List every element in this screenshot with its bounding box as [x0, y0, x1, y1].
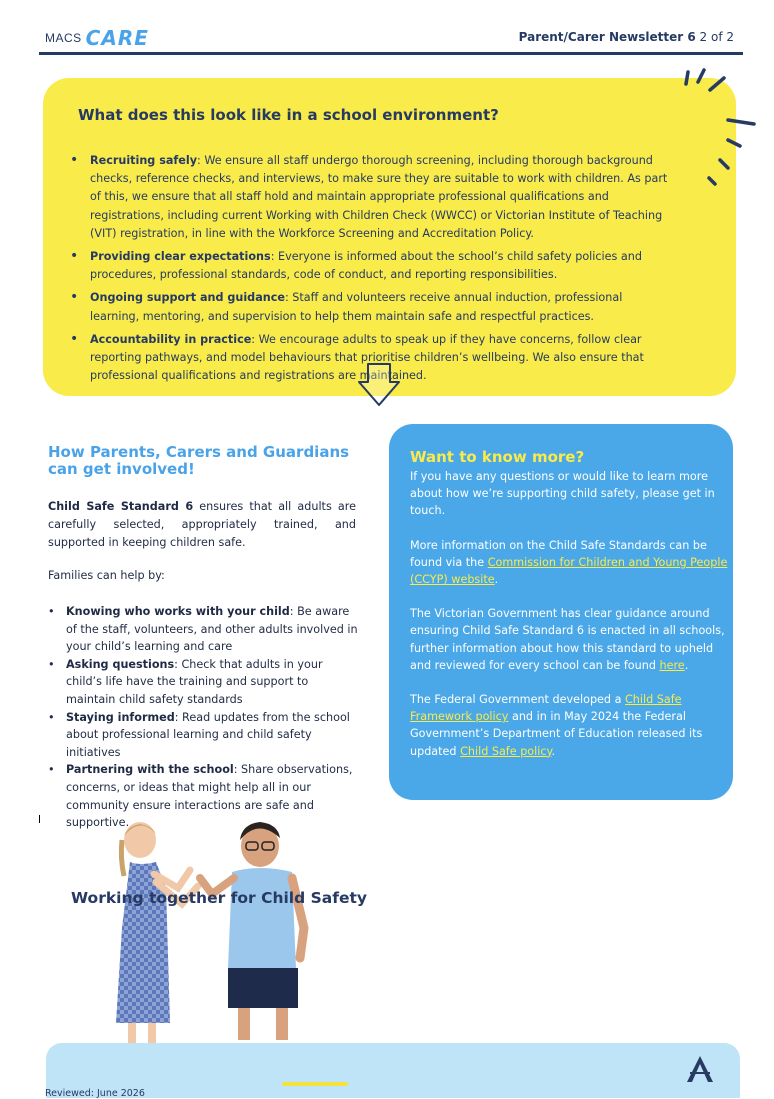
page-info: 2 of 2 [695, 30, 734, 44]
list-item: • Accountability in practice: We encourage adults to speak up if they have concerns, follow clear reporting pathways, and model behaviours that prioritise children’s wellbeing. We also ensure that professional qualifications and registrations are maintained. [70, 331, 670, 386]
header-divider [39, 52, 743, 55]
child-safe-framework-link[interactable]: Child Safe Framework policy [410, 693, 682, 724]
victorian-government-paragraph: The Victorian Government has clear guidance around ensuring Child Safe Standard 6 is enacted in all schools, further information about how this standard to upheld and reviewed for every school can be found here. [410, 607, 725, 672]
ccyp-website-link[interactable]: Commission for Children and Young People (CCYP) website [410, 555, 728, 587]
list-item: • Knowing who works with your child: Be aware of the staff, volunteers, and other adults involved in your child’s learning and care [48, 603, 358, 656]
list-item: • Staying informed: Read updates from the school about professional learning and child safety initiatives [48, 709, 358, 762]
list-item: • Ongoing support and guidance: Staff and volunteers receive annual induction, professional learning, mentoring, and supervision to help them maintain safe and respectful practices. [70, 289, 670, 325]
want-to-know-more-title: Want to know more? [410, 448, 585, 466]
reviewed-date: Reviewed: June 2026 [45, 1088, 145, 1099]
contact-paragraph: If you have any questions or would like to learn more about how we’re supporting child safety, please get in touch. [410, 470, 715, 518]
newsletter-name: Parent/Carer Newsletter 6 [518, 30, 696, 44]
logo-macs-text: MACS [45, 31, 82, 45]
text-cursor [39, 815, 40, 823]
footer-accent-line [282, 1082, 348, 1086]
want-to-know-more-body [410, 468, 732, 777]
illustration-caption: Working together for Child Safety [71, 889, 367, 907]
children-high-five-illustration [100, 818, 330, 1046]
ccyp-paragraph: More information on the Child Safe Standards can be found via the Commission for Children and Young People (CCYP) website. [410, 538, 728, 587]
arrow-down-icon [356, 362, 402, 408]
newsletter-title [519, 30, 734, 44]
list-item: • Recruiting safely: We ensure all staff undergo thorough screening, including thorough background checks, reference checks, and interviews, to make sure they are suitable to work with children. As part of this, we ensure that all staff hold and maintain appropriate professional qualifications and registrations, including current Working with Children Check (WWCC) or Victorian Institute of Teaching (VIT) registration, in line with the Workforce Screening and Accreditation Policy. [70, 152, 670, 243]
footer-band [46, 1043, 740, 1098]
federal-government-paragraph: The Federal Government developed a Child Safe Framework policy and in in May 2024 the Federal Government’s Department of Education released its updated Child Safe policy. [410, 693, 703, 758]
parents-heading: How Parents, Carers and Guardians can get involved! [48, 443, 350, 478]
list-item: • Partnering with the school: Share observations, concerns, or ideas that might help all in our community ensure interactions are safe and supportive. [48, 761, 358, 831]
school-practices-list [70, 152, 670, 390]
families-intro: Families can help by: [48, 569, 165, 582]
family-actions-list [48, 603, 358, 832]
here-link[interactable]: here [659, 658, 685, 672]
boy-figure [200, 822, 304, 1040]
macs-emblem-icon [683, 1054, 717, 1084]
logo-care-text: CARE [85, 26, 149, 50]
school-environment-title: What does this look like in a school environment? [78, 106, 499, 124]
burst-lines-icon [678, 62, 758, 192]
girl-figure [116, 822, 198, 1043]
list-item: • Providing clear expectations: Everyone is informed about the school’s child safety policies and procedures, professional standards, code of conduct, and reporting responsibilities. [70, 248, 670, 284]
macs-care-logo [45, 26, 149, 50]
child-safe-standard-paragraph: Child Safe Standard 6 ensures that all adults are carefully selected, appropriately trained, and supported in keeping children safe. [48, 500, 356, 549]
list-item: • Asking questions: Check that adults in your child’s life have the training and support to maintain child safety standards [48, 656, 358, 709]
child-safe-policy-link[interactable]: Child Safe policy [460, 744, 552, 758]
